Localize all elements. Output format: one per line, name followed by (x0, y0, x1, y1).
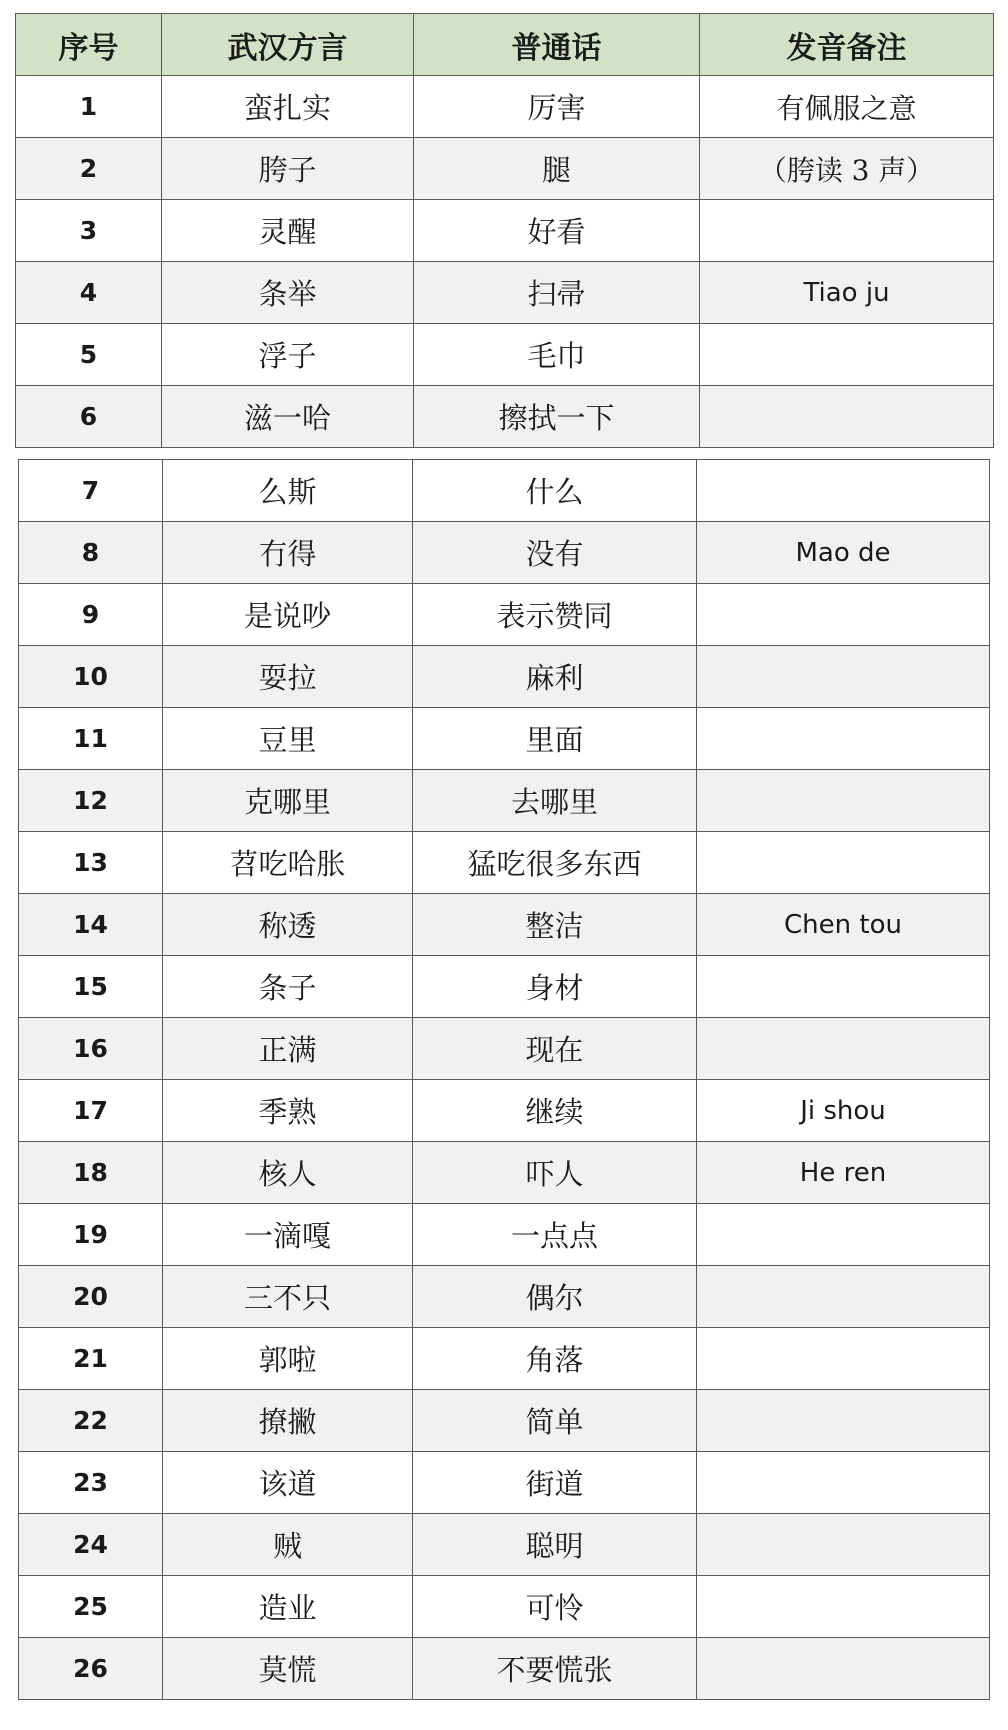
row-number: 17 (19, 1080, 163, 1142)
pronunciation-note (700, 324, 994, 386)
header-num: 序号 (16, 14, 162, 76)
row-number: 9 (19, 584, 163, 646)
table-row (19, 1638, 990, 1700)
table-row (16, 262, 994, 324)
row-number: 22 (19, 1390, 163, 1452)
pronunciation-note: 有佩服之意 (700, 76, 994, 138)
row-number: 10 (19, 646, 163, 708)
pronunciation-note: （胯读 3 声） (700, 138, 994, 200)
table-row (19, 1328, 990, 1390)
mandarin-term: 角落 (413, 1328, 697, 1390)
row-number: 14 (19, 894, 163, 956)
row-number: 5 (16, 324, 162, 386)
table-row (19, 894, 990, 956)
table-row (19, 770, 990, 832)
table-row (19, 1390, 990, 1452)
dialect-term: 胯子 (162, 138, 414, 200)
mandarin-term: 不要慌张 (413, 1638, 697, 1700)
header-mandarin: 普通话 (414, 14, 700, 76)
pronunciation-note (697, 1452, 990, 1514)
dialect-term: 一滴嘎 (163, 1204, 413, 1266)
mandarin-term: 整洁 (413, 894, 697, 956)
row-number: 7 (19, 460, 163, 522)
mandarin-term: 什么 (413, 460, 697, 522)
pronunciation-note (697, 1266, 990, 1328)
table-row (19, 1514, 990, 1576)
pronunciation-note: He ren (697, 1142, 990, 1204)
dialect-term: 灵醒 (162, 200, 414, 262)
mandarin-term: 没有 (413, 522, 697, 584)
row-number: 13 (19, 832, 163, 894)
table-row (16, 324, 994, 386)
mandarin-term: 厉害 (414, 76, 700, 138)
table-row (19, 460, 990, 522)
header-dialect: 武汉方言 (162, 14, 414, 76)
table-row (19, 832, 990, 894)
dialect-term: 该道 (163, 1452, 413, 1514)
dialect-term: 蛮扎实 (162, 76, 414, 138)
dialect-term: 滋一哈 (162, 386, 414, 448)
table-row (19, 522, 990, 584)
table-row (19, 1080, 990, 1142)
pronunciation-note (697, 956, 990, 1018)
table-row (19, 956, 990, 1018)
dialect-term: 郭啦 (163, 1328, 413, 1390)
mandarin-term: 聪明 (413, 1514, 697, 1576)
row-number: 1 (16, 76, 162, 138)
dialect-term: 豆里 (163, 708, 413, 770)
row-number: 12 (19, 770, 163, 832)
row-number: 11 (19, 708, 163, 770)
header-note: 发音备注 (700, 14, 994, 76)
mandarin-term: 吓人 (413, 1142, 697, 1204)
row-number: 4 (16, 262, 162, 324)
dialect-term: 么斯 (163, 460, 413, 522)
pronunciation-note (697, 1204, 990, 1266)
row-number: 2 (16, 138, 162, 200)
mandarin-term: 简单 (413, 1390, 697, 1452)
header-row (16, 14, 994, 76)
dialect-term: 莫慌 (163, 1638, 413, 1700)
dialect-term: 克哪里 (163, 770, 413, 832)
table-row (19, 584, 990, 646)
dialect-term: 撩撇 (163, 1390, 413, 1452)
row-number: 8 (19, 522, 163, 584)
row-number: 15 (19, 956, 163, 1018)
row-number: 26 (19, 1638, 163, 1700)
dialect-term: 条子 (163, 956, 413, 1018)
pronunciation-note: Mao de (697, 522, 990, 584)
mandarin-term: 扫帚 (414, 262, 700, 324)
pronunciation-note (697, 646, 990, 708)
dialect-table-top (15, 13, 994, 448)
dialect-term: 冇得 (163, 522, 413, 584)
mandarin-term: 猛吃很多东西 (413, 832, 697, 894)
dialect-term: 贼 (163, 1514, 413, 1576)
row-number: 20 (19, 1266, 163, 1328)
pronunciation-note (700, 200, 994, 262)
table-row (19, 1576, 990, 1638)
table-row (19, 1204, 990, 1266)
pronunciation-note: Chen tou (697, 894, 990, 956)
row-number: 19 (19, 1204, 163, 1266)
dialect-term: 正满 (163, 1018, 413, 1080)
dialect-term: 造业 (163, 1576, 413, 1638)
pronunciation-note (697, 1390, 990, 1452)
dialect-table-bottom (18, 459, 990, 1700)
dialect-term: 称透 (163, 894, 413, 956)
row-number: 23 (19, 1452, 163, 1514)
row-number: 16 (19, 1018, 163, 1080)
pronunciation-note (697, 460, 990, 522)
row-number: 24 (19, 1514, 163, 1576)
dialect-term: 是说吵 (163, 584, 413, 646)
pronunciation-note: Tiao ju (700, 262, 994, 324)
mandarin-term: 现在 (413, 1018, 697, 1080)
mandarin-term: 身材 (413, 956, 697, 1018)
table-row (19, 1018, 990, 1080)
pronunciation-note (697, 1018, 990, 1080)
pronunciation-note (697, 1328, 990, 1390)
table-row (16, 138, 994, 200)
pronunciation-note (697, 832, 990, 894)
dialect-term: 季熟 (163, 1080, 413, 1142)
pronunciation-note (697, 708, 990, 770)
pronunciation-note (697, 1576, 990, 1638)
pronunciation-note (697, 1638, 990, 1700)
pronunciation-note (697, 770, 990, 832)
row-number: 3 (16, 200, 162, 262)
table-row (19, 646, 990, 708)
mandarin-term: 偶尔 (413, 1266, 697, 1328)
table-row (19, 1452, 990, 1514)
dialect-term: 条举 (162, 262, 414, 324)
table-row (19, 708, 990, 770)
dialect-term: 核人 (163, 1142, 413, 1204)
table-row (19, 1266, 990, 1328)
mandarin-term: 麻利 (413, 646, 697, 708)
pronunciation-note (697, 584, 990, 646)
table-row (16, 200, 994, 262)
dialect-term: 苕吃哈胀 (163, 832, 413, 894)
mandarin-term: 里面 (413, 708, 697, 770)
dialect-term: 浮子 (162, 324, 414, 386)
mandarin-term: 可怜 (413, 1576, 697, 1638)
mandarin-term: 去哪里 (413, 770, 697, 832)
pronunciation-note (697, 1514, 990, 1576)
dialect-term: 三不只 (163, 1266, 413, 1328)
mandarin-term: 好看 (414, 200, 700, 262)
table-row (19, 1142, 990, 1204)
mandarin-term: 一点点 (413, 1204, 697, 1266)
row-number: 21 (19, 1328, 163, 1390)
mandarin-term: 毛巾 (414, 324, 700, 386)
table-row (16, 76, 994, 138)
table-row (16, 386, 994, 448)
row-number: 6 (16, 386, 162, 448)
mandarin-term: 表示赞同 (413, 584, 697, 646)
mandarin-term: 街道 (413, 1452, 697, 1514)
mandarin-term: 腿 (414, 138, 700, 200)
row-number: 18 (19, 1142, 163, 1204)
mandarin-term: 擦拭一下 (414, 386, 700, 448)
dialect-term: 耍拉 (163, 646, 413, 708)
pronunciation-note (700, 386, 994, 448)
row-number: 25 (19, 1576, 163, 1638)
mandarin-term: 继续 (413, 1080, 697, 1142)
pronunciation-note: Ji shou (697, 1080, 990, 1142)
